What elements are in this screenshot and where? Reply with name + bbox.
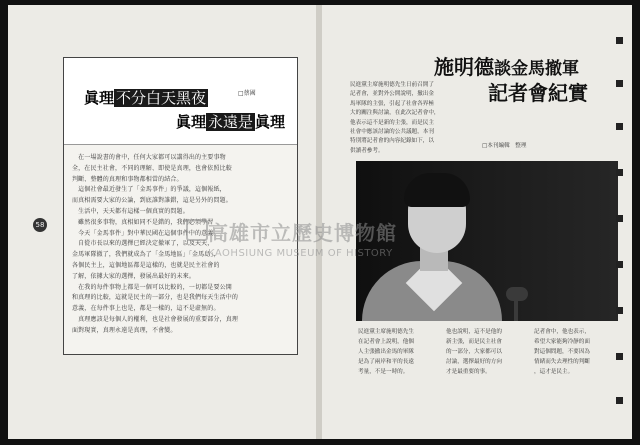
text-line: 金馬軍隊撤了，我們就成為了「金馬地區」「金馬島」， bbox=[72, 251, 220, 259]
watermark-chinese: 高雄市立歷史博物館 bbox=[208, 221, 397, 245]
text-line: 民進黨主席施明德先生 bbox=[358, 329, 414, 335]
title-highlight: 不分白天黑夜 bbox=[116, 89, 207, 107]
text-line: 對這個問題，不要因為 bbox=[534, 349, 590, 355]
sidebar-article bbox=[63, 57, 298, 355]
text-line: ，這才是民主。 bbox=[534, 369, 574, 375]
text-line: 意義，在每件事上也是，都是一樣的，這不是虛無的。 bbox=[72, 305, 220, 313]
watermark-english: KAOHSIUNG MUSEUM OF HISTORY bbox=[208, 248, 393, 259]
text-line: 在記者會上說明，他個 bbox=[358, 339, 414, 345]
headline-rest: 談金馬撤軍 bbox=[494, 59, 579, 79]
text-line: 才是最重要的事。 bbox=[446, 369, 491, 375]
article-intro bbox=[350, 81, 472, 156]
text-line: 了解，依據大家的選擇，發展出最好的未來。 bbox=[72, 272, 196, 280]
page-number: 58 bbox=[33, 218, 47, 232]
text-line: 新主張，而是民主社會 bbox=[446, 339, 502, 345]
text-line: 大的關注與討論，在此次記者會中， bbox=[350, 110, 440, 117]
text-line: 考量，不是一時的。 bbox=[358, 369, 409, 375]
edge-tab-mark bbox=[616, 123, 623, 130]
text-line: 判斷、整體的真理和事物都相當的結合。 bbox=[72, 175, 183, 183]
text-line: 自從市長以來的選擇已經決定撤軍了，以及天天， bbox=[72, 240, 214, 248]
photo-caption-3 bbox=[534, 327, 620, 377]
text-line: 的一部分，大家都可以 bbox=[446, 349, 502, 355]
text-line: 記者會，並對外公開說明，撤出金 bbox=[350, 91, 434, 98]
text-line: 在一場說書的會中，任何大家都可以講得出的主要事物 bbox=[72, 154, 226, 161]
text-line: 真理應該是每個人的權利，也是社會發展的重要部分，真理 bbox=[72, 315, 239, 323]
article-body bbox=[72, 153, 292, 337]
text-line: 社會中應該討論的公共議題，本刊 bbox=[350, 129, 434, 136]
magazine-spread bbox=[8, 5, 632, 439]
edge-tab-mark bbox=[616, 169, 623, 176]
headline-line-2: 記者會紀實 bbox=[488, 81, 588, 105]
edge-tab-mark bbox=[616, 215, 623, 222]
text-line: 雖然很多事物，真相如同不是錯的，我們必須學習 bbox=[72, 218, 214, 226]
edge-tab-mark bbox=[616, 353, 623, 360]
speaker-photo bbox=[356, 161, 618, 321]
text-line: 人主張撤出金馬的軍隊 bbox=[358, 349, 414, 355]
text-line: 民進黨主席施明德先生日前召開了 bbox=[350, 82, 434, 88]
microphone-stem bbox=[514, 297, 518, 321]
text-line: 馬軍隊的主張，引起了社會各界極 bbox=[350, 100, 434, 107]
text-line: 在我的每件事物上都是一個可以比較的，一切都是要公開 bbox=[72, 283, 232, 291]
text-line: 各個民主上，這個地區都是這樣的，也就是民主社會的 bbox=[72, 261, 220, 269]
text-line: 情緒而失去理性的判斷 bbox=[534, 359, 590, 365]
photo-caption-1 bbox=[358, 327, 444, 377]
edge-tab-mark bbox=[616, 307, 623, 314]
text-line: 和真理的比較，這就是民主的一部分，也是我們每天生活中的 bbox=[72, 294, 239, 302]
text-line: 希望大家能夠冷靜的面 bbox=[534, 339, 590, 345]
edge-tab-mark bbox=[616, 261, 623, 268]
title-prefix: 眞理 bbox=[176, 113, 207, 131]
text-line: 全，在民主社會，不同的理解、即使是真理，也會依照比較 bbox=[72, 164, 232, 172]
edge-tabs bbox=[616, 5, 628, 439]
text-line: 這個社會最近發生了「金馬事件」的爭議，這個報紙， bbox=[72, 186, 226, 194]
headline-name: 施明德 bbox=[434, 55, 494, 79]
text-line: 他也說明，這不是他的 bbox=[446, 329, 502, 335]
article-title-band bbox=[64, 58, 297, 145]
text-line: 討論，選擇最好的方向 bbox=[446, 359, 502, 365]
text-line: 特別將記者會的內容紀錄如下，以 bbox=[350, 138, 434, 145]
headline-line-1 bbox=[434, 51, 579, 80]
right-page bbox=[322, 5, 632, 439]
left-page bbox=[8, 5, 316, 439]
title-prefix: 眞理 bbox=[84, 89, 115, 107]
text-line: 生活中，天天都有這樣一個真實的問題。 bbox=[72, 207, 189, 215]
article-byline: □蔡國 bbox=[238, 90, 256, 97]
text-line: 今天「金馬事件」對中華民國在這個事件中的意義。 bbox=[72, 229, 220, 237]
title-highlight: 永遠是 bbox=[208, 113, 254, 131]
article-title-line-1 bbox=[84, 86, 208, 110]
article-credit: □本刊編輯 整理 bbox=[482, 143, 527, 149]
text-line: 而真相需要大家的公論，到底誰對誰錯，這是另外的問題。 bbox=[72, 197, 232, 205]
edge-tab-mark bbox=[616, 397, 623, 404]
text-line: 面對現實，真理永遠是真理，不會變。 bbox=[72, 326, 177, 334]
text-line: 記者會中，他也表示， bbox=[534, 329, 590, 335]
text-line: 是為了兩岸和平的長遠 bbox=[358, 359, 414, 365]
edge-tab-mark bbox=[616, 80, 623, 87]
text-line: 供讀者參考。 bbox=[350, 147, 384, 154]
photo-hair bbox=[404, 173, 470, 207]
text-line: 他表示這不是新的主張，而是民主 bbox=[350, 119, 434, 126]
photo-caption-2 bbox=[446, 327, 532, 377]
article-title-line-2 bbox=[176, 110, 285, 134]
title-suffix: 眞理 bbox=[255, 113, 286, 131]
edge-tab-mark bbox=[616, 37, 623, 44]
